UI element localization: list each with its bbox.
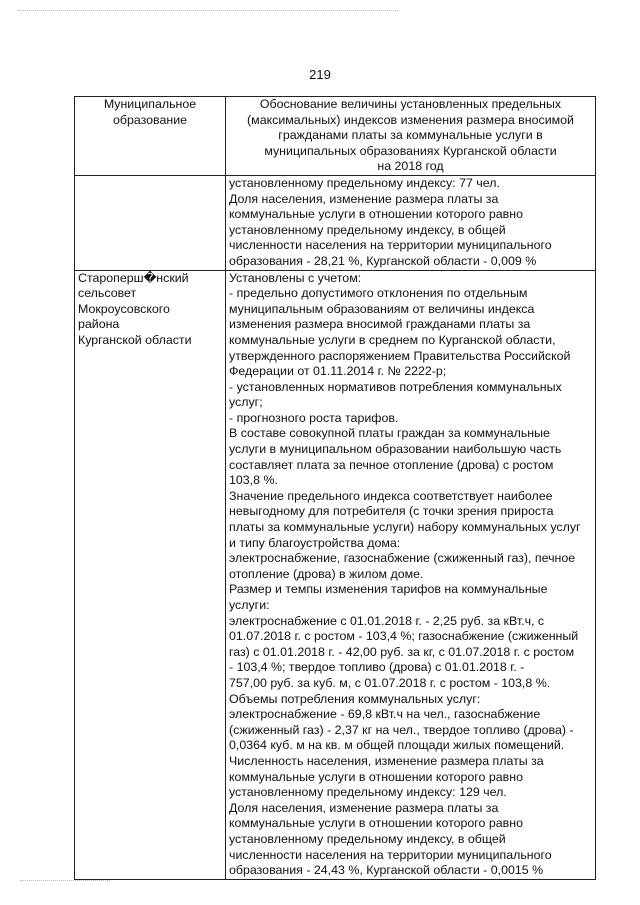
continuation-paragraph: установленному предельному индексу: 77 чел. bbox=[229, 175, 500, 190]
continuation-municipality-cell bbox=[75, 175, 226, 270]
table-row-continuation bbox=[75, 175, 596, 270]
justification-paragraph: - прогнозного роста тарифов. bbox=[229, 410, 399, 425]
justification-paragraph: Размер и темпы изменения тарифов на коммунальные услуги: bbox=[229, 582, 548, 612]
justification-cell bbox=[226, 270, 596, 879]
justification-paragraph: Установлены с учетом: bbox=[229, 270, 362, 285]
justification-paragraph: электроснабжение с 01.01.2018 г. - 2,25 руб. за кВт.ч, с 01.07.2018 г. с ростом - 103,4 %; газоснабжение (сжиженный газ) с 01.01.2018 г. - 42,00 руб. за кг, с 01.07.2018 г. с ростом - 103,4 %; твердое топливо (дрова) с 01.01.2018 г. - 757,00 руб. за куб. м, с 01.07.2018 г. с ростом - 103,8 %. bbox=[229, 613, 579, 690]
justification-paragraph: Объемы потребления коммунальных услуг: bbox=[229, 691, 481, 706]
table-header-row bbox=[75, 97, 596, 176]
header-justification-text: Обоснование величины установленных предельных (максимальных) индексов изменения размера вносимой гражданами платы за коммунальные услуги в муниципальных образованиях Курганской области на 2018 год bbox=[247, 97, 574, 174]
justification-paragraph: - установленных нормативов потребления коммунальных услуг; bbox=[229, 379, 562, 410]
scan-artifact-top bbox=[18, 10, 398, 12]
table-row-staropershinsky bbox=[75, 270, 596, 879]
municipality-cell bbox=[75, 270, 226, 879]
justification-paragraph: Значение предельного индекса соответствует наиболее невыгодному для потребителя (с точки зрения прироста платы за коммунальные услуги) набору коммунальных услуг и типу благоустройства дома: bbox=[229, 488, 581, 550]
continuation-paragraph: Доля населения, изменение размера платы за коммунальные услуги в отношении которого равно установленному предельному индексу, в общей численности населения на территории муниципального образования - 28,21 %, Курганской области - 0,009 % bbox=[229, 191, 552, 268]
justification-paragraph: электроснабжение - 69,8 кВт.ч на чел., газоснабжение (сжиженный газ) - 2,37 кг на чел., твердое топливо (дрова) - 0,0364 куб. м на кв. м общей площади жилых помещений. bbox=[229, 707, 574, 753]
justification-paragraph: В составе совокупной платы граждан за коммунальные услуги в муниципальном образовании наибольшую часть составляет плата за печное отопление (дрова) с ростом 103,8 %. bbox=[229, 426, 562, 488]
header-municipality-text: Муниципальное образование bbox=[103, 97, 197, 127]
scan-artifact-bottom bbox=[20, 880, 110, 882]
header-justification bbox=[226, 97, 596, 176]
continuation-justification-cell bbox=[226, 175, 596, 270]
justification-paragraph: электроснабжение, газоснабжение (сжиженный газ), печное отопление (дрова) в жилом доме. bbox=[229, 551, 576, 581]
justification-paragraph: - предельно допустимого отклонения по отдельным муниципальным образованиям от величины индекса изменения размера вносимой гражданами платы за коммунальные услуги в среднем по Курганской области, утвержденного распоряжением Правительства Российской Федерации от 01.11.2014 г. № 2222-р; bbox=[229, 286, 571, 379]
page-number: 219 bbox=[309, 67, 331, 82]
justification-paragraph: Численность населения, изменение размера платы за коммунальные услуги в отношении которого равно установленному предельному индексу: 129 чел. bbox=[229, 753, 544, 800]
header-municipality bbox=[75, 97, 226, 176]
justification-table bbox=[74, 96, 596, 880]
justification-paragraph: Доля населения, изменение размера платы за коммунальные услуги в отношении которого равно установленному предельному индексу, в общей численности населения на территории муниципального образования - 24,43 %, Курганской области - 0,0015 % bbox=[229, 800, 552, 878]
municipality-name: Староперш�нский сельсовет Мокроусовского района Курганской области bbox=[78, 270, 192, 347]
